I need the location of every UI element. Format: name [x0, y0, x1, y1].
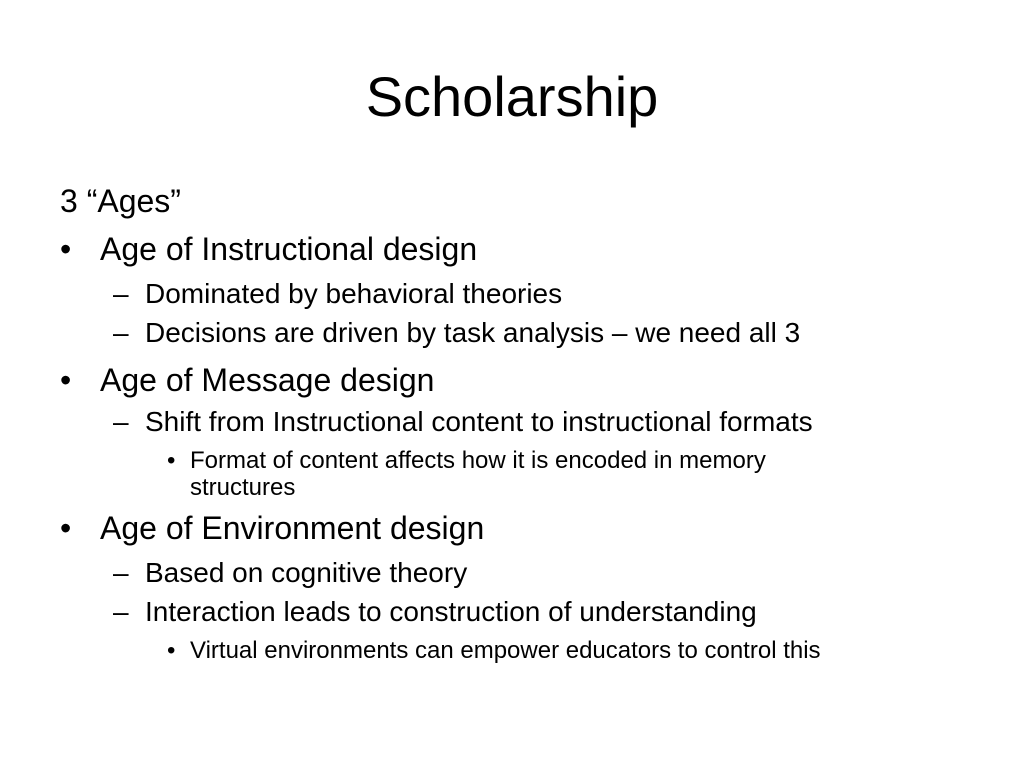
detail-item-continuation: structures	[190, 474, 296, 501]
sub-item: Decisions are driven by task analysis – we need all 3	[145, 317, 801, 348]
sub-item: Dominated by behavioral theories	[145, 278, 563, 309]
sub-item: Based on cognitive theory	[145, 557, 468, 588]
dash-marker: –	[113, 557, 129, 588]
sub-item: Shift from Instructional content to instructional formats	[145, 406, 813, 437]
dash-marker: –	[113, 278, 129, 309]
intro-heading: 3 “Ages”	[60, 183, 181, 219]
dash-marker: –	[113, 317, 129, 348]
sub-item: Interaction leads to construction of understanding	[145, 596, 757, 627]
section-label: Age of Message design	[100, 362, 435, 398]
detail-item: Format of content affects how it is encoded in memory	[190, 447, 766, 474]
section-label: Age of Instructional design	[100, 231, 478, 267]
bullet-marker: •	[60, 362, 72, 398]
slide-title: Scholarship	[365, 65, 659, 128]
bullet-marker: •	[60, 231, 72, 267]
bullet-marker: •	[167, 637, 176, 664]
dash-marker: –	[113, 596, 129, 627]
section-label: Age of Environment design	[100, 510, 485, 546]
bullet-marker: •	[60, 510, 72, 546]
bullet-marker: •	[167, 447, 176, 474]
detail-item: Virtual environments can empower educators to control this	[190, 637, 821, 664]
dash-marker: –	[113, 406, 129, 437]
